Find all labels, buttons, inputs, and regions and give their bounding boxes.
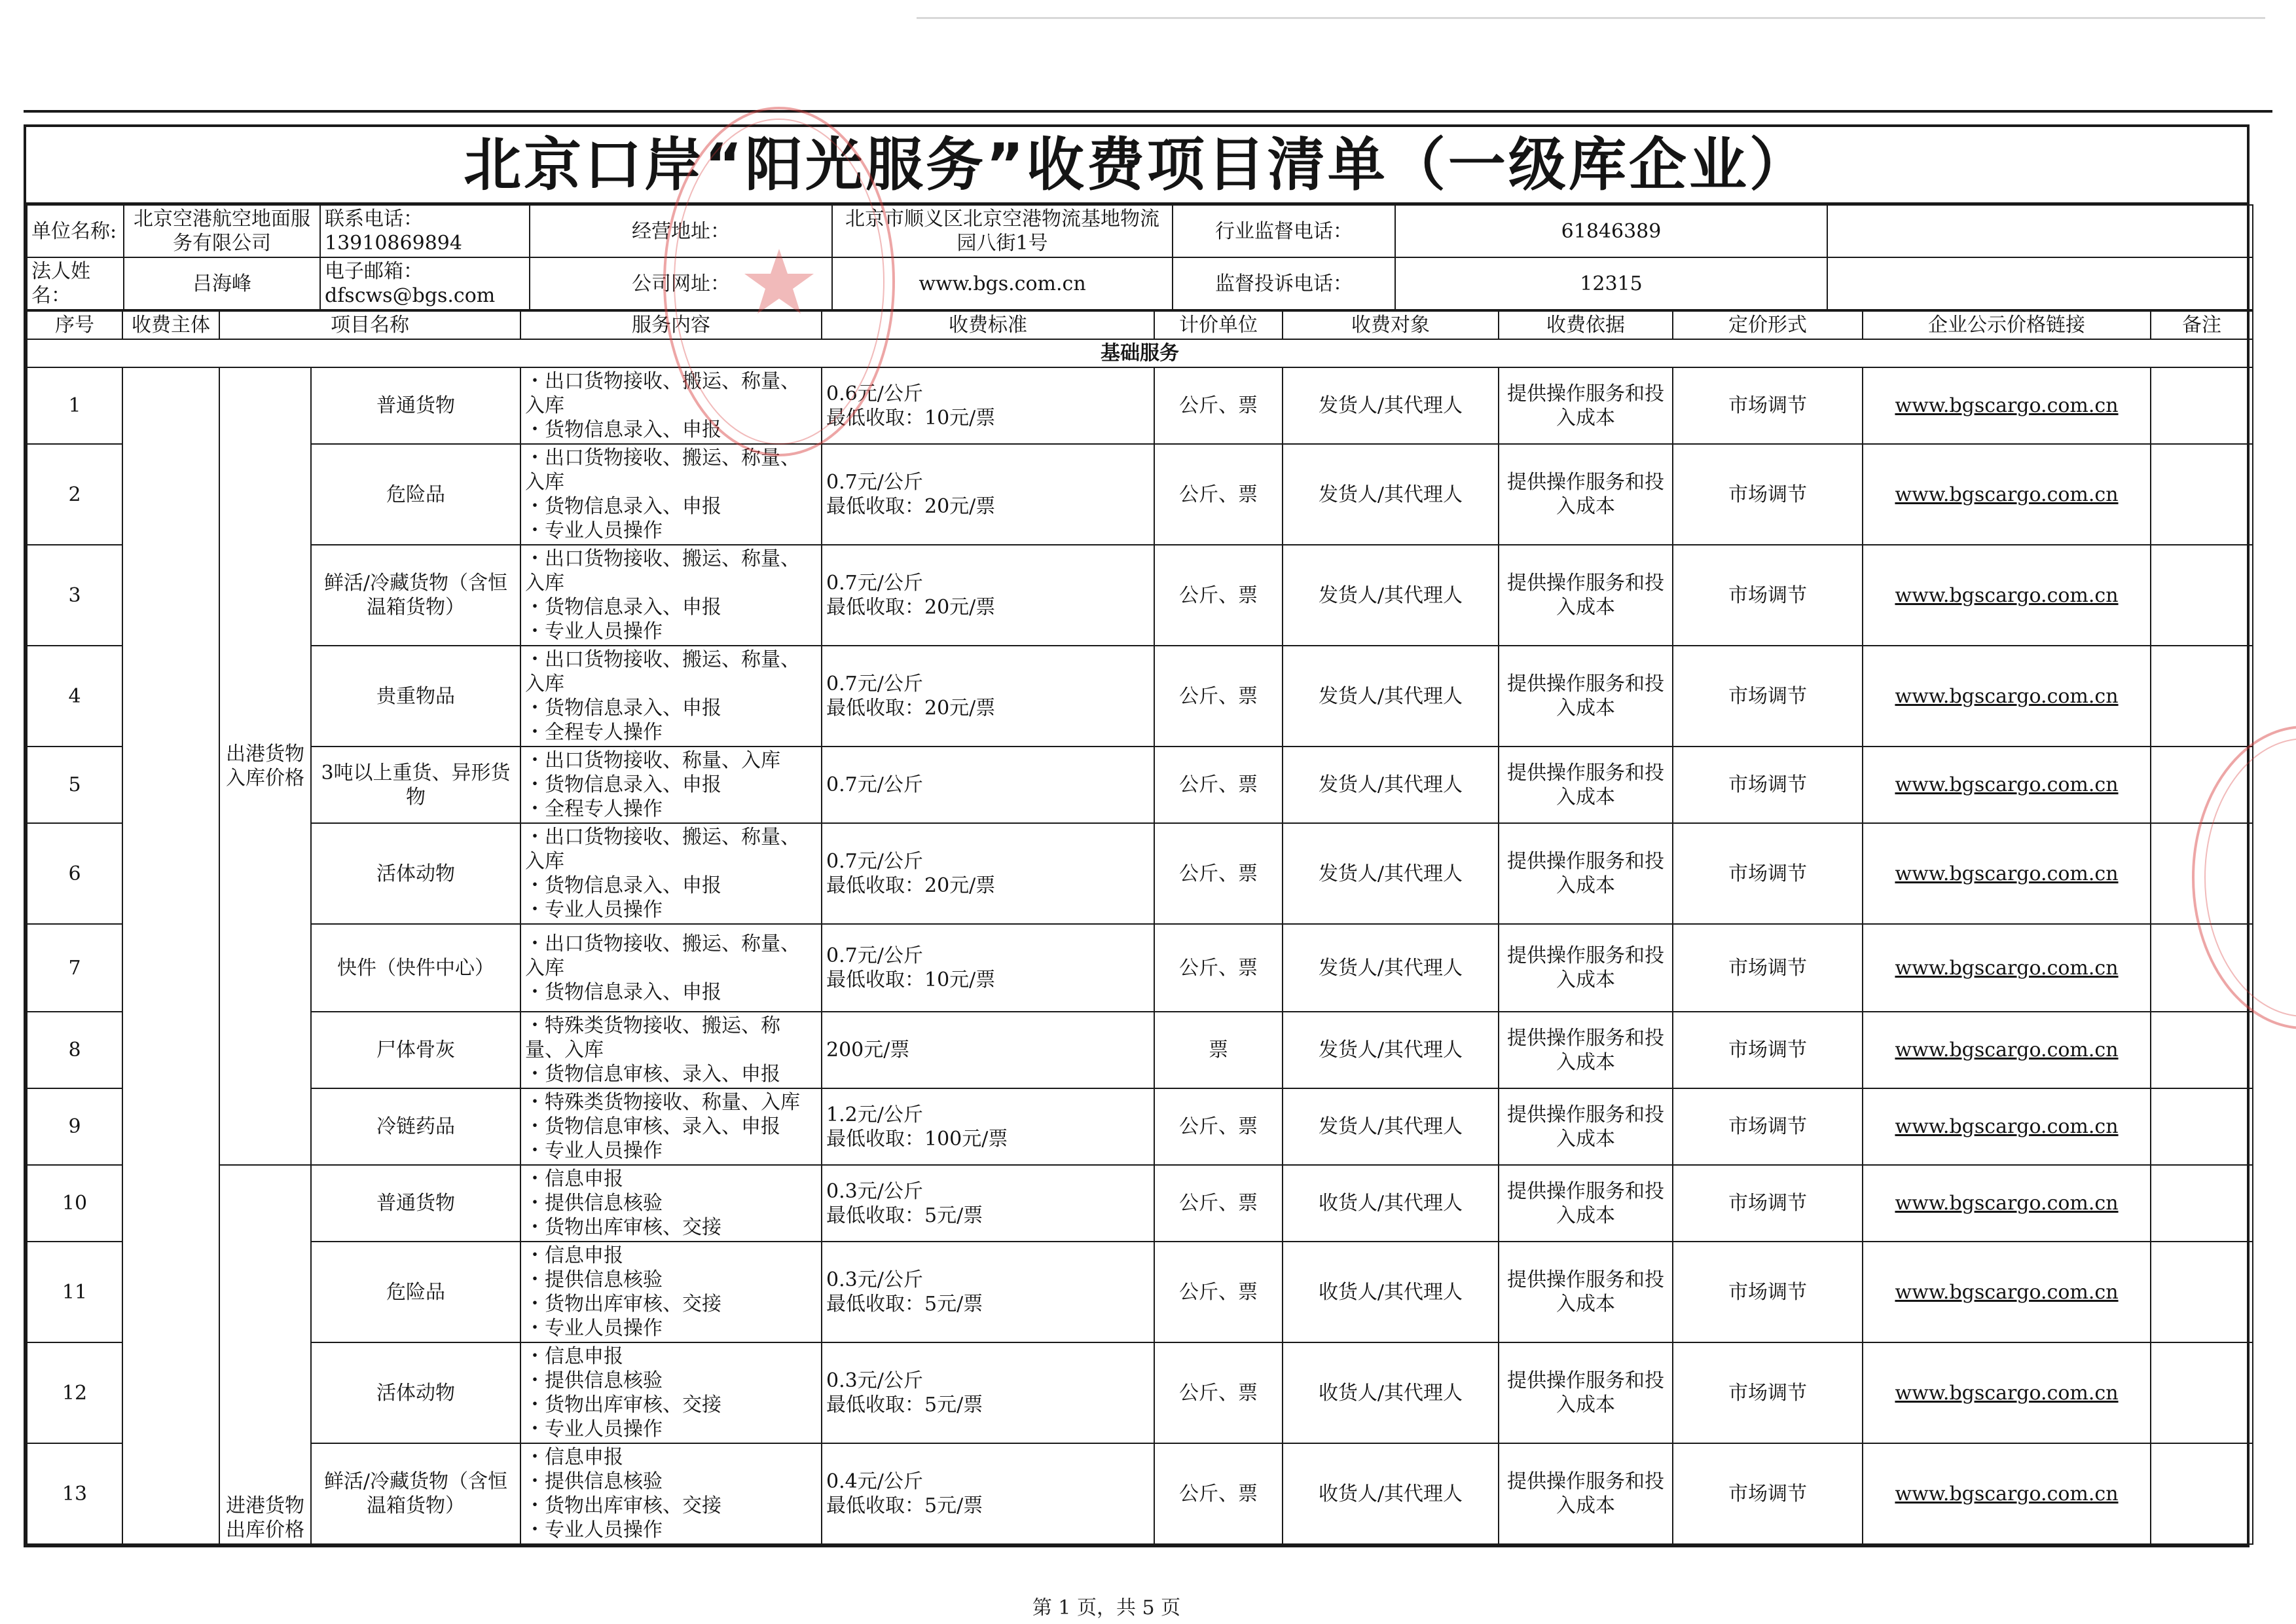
page-footer: 第 1 页，共 5 页 bbox=[1032, 1596, 1181, 1619]
info-blank-cell bbox=[1827, 205, 2253, 257]
row-price-link-cell bbox=[1863, 545, 2151, 646]
row-service-content bbox=[520, 1165, 822, 1242]
row-item-name: 活体动物 bbox=[311, 823, 520, 924]
row-remark bbox=[2151, 1165, 2253, 1242]
row-item-name: 贵重物品 bbox=[311, 646, 520, 747]
row-seq: 13 bbox=[27, 1443, 122, 1544]
row-fee-standard bbox=[822, 823, 1154, 924]
fee-line: 最低收取：20元/票 bbox=[826, 874, 996, 897]
supervise-phone-value: 61846389 bbox=[1395, 205, 1827, 257]
service-line: ・专业人员操作 bbox=[525, 519, 663, 542]
row-remark bbox=[2151, 1443, 2253, 1544]
row-service-content bbox=[520, 1443, 822, 1544]
service-line: ・出口货物接收、搬运、称量、入库 bbox=[525, 370, 800, 417]
col-remark: 备注 bbox=[2151, 311, 2253, 339]
table-row bbox=[27, 367, 2253, 444]
col-seq: 序号 bbox=[27, 311, 122, 339]
service-line: ・货物信息审核、录入、申报 bbox=[525, 1115, 780, 1138]
table-row bbox=[27, 646, 2253, 747]
col-basis: 收费依据 bbox=[1499, 311, 1673, 339]
service-line: ・提供信息核验 bbox=[525, 1470, 663, 1493]
service-line: ・全程专人操作 bbox=[525, 721, 663, 744]
row-seq: 2 bbox=[27, 444, 122, 545]
service-line: ・专业人员操作 bbox=[525, 898, 663, 921]
row-fee-basis: 提供操作服务和投入成本 bbox=[1499, 747, 1673, 823]
col-content: 服务内容 bbox=[520, 311, 822, 339]
table-row bbox=[27, 1342, 2253, 1443]
price-link[interactable]: www.bgscargo.com.cn bbox=[1895, 1192, 2119, 1215]
section-basic-services: 基础服务 bbox=[27, 339, 2253, 367]
row-price-link-cell bbox=[1863, 1088, 2151, 1165]
group-outbound: 出港货物入库价格 bbox=[219, 367, 311, 1165]
fee-line: 最低收取：5元/票 bbox=[826, 1293, 983, 1316]
service-line: ・出口货物接收、搬运、称量、入库 bbox=[525, 826, 800, 873]
fee-line: 0.4元/公斤 bbox=[826, 1470, 923, 1493]
row-fee-basis: 提供操作服务和投入成本 bbox=[1499, 646, 1673, 747]
row-fee-object: 发货人/其代理人 bbox=[1283, 1088, 1499, 1165]
service-line: ・专业人员操作 bbox=[525, 1139, 663, 1162]
row-fee-standard bbox=[822, 1165, 1154, 1242]
group-inbound: 进港货物出库价格 bbox=[219, 1165, 311, 1544]
fee-line: 0.6元/公斤 bbox=[826, 382, 923, 405]
email-field bbox=[320, 257, 530, 310]
row-remark bbox=[2151, 823, 2253, 924]
row-pricing-form: 市场调节 bbox=[1673, 823, 1863, 924]
row-pricing-form: 市场调节 bbox=[1673, 1165, 1863, 1242]
row-price-link-cell bbox=[1863, 1012, 2151, 1088]
row-remark bbox=[2151, 646, 2253, 747]
row-fee-basis: 提供操作服务和投入成本 bbox=[1499, 545, 1673, 646]
row-price-link-cell bbox=[1863, 646, 2151, 747]
row-pricing-form: 市场调节 bbox=[1673, 646, 1863, 747]
fee-line: 0.7元/公斤 bbox=[826, 673, 923, 695]
fee-line: 0.7元/公斤 bbox=[826, 850, 923, 873]
row-fee-basis: 提供操作服务和投入成本 bbox=[1499, 924, 1673, 1012]
phone-value: 13910869894 bbox=[325, 232, 462, 255]
row-seq: 3 bbox=[27, 545, 122, 646]
service-line: ・货物信息录入、申报 bbox=[525, 697, 721, 720]
row-service-content bbox=[520, 1242, 822, 1342]
row-fee-basis: 提供操作服务和投入成本 bbox=[1499, 1443, 1673, 1544]
row-pricing-form: 市场调节 bbox=[1673, 1443, 1863, 1544]
column-header-row bbox=[27, 311, 2253, 339]
col-subject: 收费主体 bbox=[122, 311, 219, 339]
fee-line: 最低收取：5元/票 bbox=[826, 1204, 983, 1227]
row-pricing-form: 市场调节 bbox=[1673, 924, 1863, 1012]
row-price-unit: 公斤、票 bbox=[1154, 747, 1283, 823]
row-price-unit: 公斤、票 bbox=[1154, 367, 1283, 444]
row-pricing-form: 市场调节 bbox=[1673, 367, 1863, 444]
row-price-unit: 公斤、票 bbox=[1154, 1165, 1283, 1242]
service-line: ・出口货物接收、搬运、称量、入库 bbox=[525, 547, 800, 595]
website-label: 公司网址： bbox=[530, 257, 832, 310]
phone-field bbox=[320, 205, 530, 257]
row-remark bbox=[2151, 1088, 2253, 1165]
row-pricing-form: 市场调节 bbox=[1673, 1242, 1863, 1342]
price-link[interactable]: www.bgscargo.com.cn bbox=[1895, 956, 2119, 980]
fee-line: 最低收取：10元/票 bbox=[826, 969, 996, 991]
table-row bbox=[27, 1242, 2253, 1342]
row-service-content bbox=[520, 646, 822, 747]
row-price-link-cell bbox=[1863, 924, 2151, 1012]
fee-line: 200元/票 bbox=[826, 1039, 910, 1061]
fee-line: 最低收取：20元/票 bbox=[826, 596, 996, 619]
row-price-link-cell bbox=[1863, 747, 2151, 823]
row-fee-basis: 提供操作服务和投入成本 bbox=[1499, 823, 1673, 924]
legal-name-value: 吕海峰 bbox=[124, 257, 320, 310]
row-fee-object: 发货人/其代理人 bbox=[1283, 1012, 1499, 1088]
fee-line: 最低收取：100元/票 bbox=[826, 1127, 1008, 1151]
legal-name-label: 法人姓名： bbox=[27, 257, 124, 310]
row-fee-standard bbox=[822, 747, 1154, 823]
fee-line: 1.2元/公斤 bbox=[826, 1103, 923, 1126]
row-fee-object: 收货人/其代理人 bbox=[1283, 1165, 1499, 1242]
row-price-link-cell bbox=[1863, 1242, 2151, 1342]
row-price-unit: 公斤、票 bbox=[1154, 1242, 1283, 1342]
row-fee-object: 发货人/其代理人 bbox=[1283, 924, 1499, 1012]
service-line: ・提供信息核验 bbox=[525, 1192, 663, 1215]
service-line: ・货物出库审核、交接 bbox=[525, 1216, 721, 1239]
row-fee-basis: 提供操作服务和投入成本 bbox=[1499, 1088, 1673, 1165]
fee-line: 0.7元/公斤 bbox=[826, 773, 923, 796]
service-line: ・特殊类货物接收、搬运、称量、入库 bbox=[525, 1014, 780, 1061]
row-fee-basis: 提供操作服务和投入成本 bbox=[1499, 1342, 1673, 1443]
row-item-name: 鲜活/冷藏货物（含恒温箱货物） bbox=[311, 1443, 520, 1544]
row-seq: 1 bbox=[27, 367, 122, 444]
service-line: ・货物信息录入、申报 bbox=[525, 980, 721, 1004]
fee-line: 最低收取：5元/票 bbox=[826, 1393, 983, 1416]
service-line: ・提供信息核验 bbox=[525, 1268, 663, 1291]
row-fee-basis: 提供操作服务和投入成本 bbox=[1499, 1165, 1673, 1242]
row-fee-basis: 提供操作服务和投入成本 bbox=[1499, 1242, 1673, 1342]
info-blank-cell bbox=[1827, 257, 2253, 310]
row-fee-standard bbox=[822, 1012, 1154, 1088]
service-line: ・信息申报 bbox=[525, 1244, 623, 1267]
fee-line: 最低收取：10元/票 bbox=[826, 406, 996, 430]
fee-table bbox=[26, 310, 2253, 1545]
service-line: ・特殊类货物接收、称量、入库 bbox=[525, 1091, 800, 1114]
row-service-content bbox=[520, 444, 822, 545]
row-pricing-form: 市场调节 bbox=[1673, 1012, 1863, 1088]
table-row bbox=[27, 1443, 2253, 1544]
row-fee-standard bbox=[822, 444, 1154, 545]
row-price-unit: 公斤、票 bbox=[1154, 1342, 1283, 1443]
row-fee-object: 收货人/其代理人 bbox=[1283, 1342, 1499, 1443]
row-fee-standard bbox=[822, 646, 1154, 747]
fee-line: 最低收取：5元/票 bbox=[826, 1494, 983, 1517]
row-service-content bbox=[520, 924, 822, 1012]
row-service-content bbox=[520, 545, 822, 646]
service-line: ・货物出库审核、交接 bbox=[525, 1393, 721, 1416]
row-price-link-cell bbox=[1863, 1165, 2151, 1242]
row-fee-object: 发货人/其代理人 bbox=[1283, 823, 1499, 924]
service-line: ・出口货物接收、搬运、称量、入库 bbox=[525, 447, 800, 494]
table-row bbox=[27, 1165, 2253, 1242]
price-link[interactable]: www.bgscargo.com.cn bbox=[1895, 773, 2119, 796]
service-line: ・货物出库审核、交接 bbox=[525, 1494, 721, 1517]
info-table bbox=[26, 204, 2253, 310]
table-row bbox=[27, 924, 2253, 1012]
row-seq: 10 bbox=[27, 1165, 122, 1242]
service-line: ・信息申报 bbox=[525, 1446, 623, 1469]
service-line: ・货物信息录入、申报 bbox=[525, 418, 721, 441]
row-fee-object: 发货人/其代理人 bbox=[1283, 367, 1499, 444]
fee-line: 0.3元/公斤 bbox=[826, 1369, 923, 1392]
row-pricing-form: 市场调节 bbox=[1673, 545, 1863, 646]
price-link[interactable]: www.bgscargo.com.cn bbox=[1895, 394, 2119, 417]
row-price-link-cell bbox=[1863, 1443, 2151, 1544]
row-seq: 9 bbox=[27, 1088, 122, 1165]
row-price-unit: 公斤、票 bbox=[1154, 444, 1283, 545]
table-row bbox=[27, 545, 2253, 646]
service-line: ・专业人员操作 bbox=[525, 1519, 663, 1541]
row-fee-object: 发货人/其代理人 bbox=[1283, 444, 1499, 545]
service-line: ・货物信息审核、录入、申报 bbox=[525, 1063, 780, 1086]
row-service-content bbox=[520, 1012, 822, 1088]
fee-line: 0.3元/公斤 bbox=[826, 1179, 923, 1203]
fee-list-sheet bbox=[24, 124, 2250, 1547]
row-price-link-cell bbox=[1863, 823, 2151, 924]
complaint-phone-label: 监督投诉电话： bbox=[1173, 257, 1395, 310]
fee-line: 最低收取：20元/票 bbox=[826, 495, 996, 518]
row-item-name: 鲜活/冷藏货物（含恒温箱货物） bbox=[311, 545, 520, 646]
row-fee-basis: 提供操作服务和投入成本 bbox=[1499, 1012, 1673, 1088]
row-price-unit: 公斤、票 bbox=[1154, 1443, 1283, 1544]
row-price-link-cell bbox=[1863, 367, 2151, 444]
price-link[interactable]: www.bgscargo.com.cn bbox=[1895, 483, 2119, 506]
fee-line: 0.7元/公斤 bbox=[826, 944, 923, 967]
fee-line: 0.7元/公斤 bbox=[826, 572, 923, 595]
row-remark bbox=[2151, 545, 2253, 646]
row-remark bbox=[2151, 747, 2253, 823]
service-line: ・货物信息录入、申报 bbox=[525, 596, 721, 619]
col-pricing: 定价形式 bbox=[1673, 311, 1863, 339]
row-fee-standard bbox=[822, 1342, 1154, 1443]
price-link[interactable]: www.bgscargo.com.cn bbox=[1895, 1039, 2119, 1061]
row-service-content bbox=[520, 823, 822, 924]
col-standard: 收费标准 bbox=[822, 311, 1154, 339]
row-fee-standard bbox=[822, 924, 1154, 1012]
row-price-link-cell bbox=[1863, 444, 2151, 545]
scan-edge-line bbox=[917, 17, 2265, 19]
row-item-name: 3吨以上重货、异形货物 bbox=[311, 747, 520, 823]
service-line: ・专业人员操作 bbox=[525, 620, 663, 643]
row-subject bbox=[122, 367, 219, 1544]
fee-line: 0.3元/公斤 bbox=[826, 1268, 923, 1291]
row-seq: 4 bbox=[27, 646, 122, 747]
email-value: dfscws@bgs.com bbox=[325, 284, 496, 307]
service-line: ・出口货物接收、搬运、称量、入库 bbox=[525, 648, 800, 695]
row-seq: 11 bbox=[27, 1242, 122, 1342]
row-item-name: 危险品 bbox=[311, 1242, 520, 1342]
service-line: ・专业人员操作 bbox=[525, 1317, 663, 1340]
row-remark bbox=[2151, 924, 2253, 1012]
service-line: ・专业人员操作 bbox=[525, 1418, 663, 1441]
row-price-unit: 公斤、票 bbox=[1154, 924, 1283, 1012]
table-row bbox=[27, 1012, 2253, 1088]
service-line: ・提供信息核验 bbox=[525, 1369, 663, 1392]
row-service-content bbox=[520, 1342, 822, 1443]
service-line: ・出口货物接收、搬运、称量、入库 bbox=[525, 932, 800, 980]
page-title: 北京口岸“阳光服务”收费项目清单（一级库企业） bbox=[26, 127, 2247, 204]
row-fee-object: 发货人/其代理人 bbox=[1283, 545, 1499, 646]
col-object: 收费对象 bbox=[1283, 311, 1499, 339]
row-fee-standard bbox=[822, 367, 1154, 444]
complaint-phone-value: 12315 bbox=[1395, 257, 1827, 310]
row-service-content bbox=[520, 1088, 822, 1165]
price-link[interactable]: www.bgscargo.com.cn bbox=[1895, 583, 2119, 607]
row-fee-object: 发货人/其代理人 bbox=[1283, 747, 1499, 823]
service-line: ・货物信息录入、申报 bbox=[525, 495, 721, 518]
row-pricing-form: 市场调节 bbox=[1673, 1088, 1863, 1165]
table-row bbox=[27, 747, 2253, 823]
row-price-unit: 票 bbox=[1154, 1012, 1283, 1088]
row-seq: 12 bbox=[27, 1342, 122, 1443]
row-remark bbox=[2151, 1012, 2253, 1088]
service-line: ・出口货物接收、称量、入库 bbox=[525, 749, 780, 772]
service-line: ・信息申报 bbox=[525, 1345, 623, 1368]
row-item-name: 快件（快件中心） bbox=[311, 924, 520, 1012]
row-fee-standard bbox=[822, 1443, 1154, 1544]
row-item-name: 冷链药品 bbox=[311, 1088, 520, 1165]
row-fee-standard bbox=[822, 1242, 1154, 1342]
row-seq: 5 bbox=[27, 747, 122, 823]
col-unit: 计价单位 bbox=[1154, 311, 1283, 339]
supervise-phone-label: 行业监督电话： bbox=[1173, 205, 1395, 257]
unit-name-value: 北京空港航空地面服务有限公司 bbox=[124, 205, 320, 257]
row-remark bbox=[2151, 1342, 2253, 1443]
row-service-content bbox=[520, 367, 822, 444]
row-price-unit: 公斤、票 bbox=[1154, 823, 1283, 924]
row-service-content bbox=[520, 747, 822, 823]
row-remark bbox=[2151, 444, 2253, 545]
row-item-name: 普通货物 bbox=[311, 367, 520, 444]
service-line: ・信息申报 bbox=[525, 1168, 623, 1190]
row-pricing-form: 市场调节 bbox=[1673, 444, 1863, 545]
service-line: ・全程专人操作 bbox=[525, 798, 663, 821]
fee-line: 0.7元/公斤 bbox=[826, 471, 923, 494]
row-price-unit: 公斤、票 bbox=[1154, 646, 1283, 747]
row-item-name: 危险品 bbox=[311, 444, 520, 545]
fee-line: 最低收取：20元/票 bbox=[826, 697, 996, 720]
row-fee-standard bbox=[822, 1088, 1154, 1165]
row-fee-standard bbox=[822, 545, 1154, 646]
phone-label: 联系电话： bbox=[325, 208, 423, 231]
website-value: www.bgs.com.cn bbox=[832, 257, 1173, 310]
row-seq: 7 bbox=[27, 924, 122, 1012]
price-link[interactable]: www.bgscargo.com.cn bbox=[1895, 862, 2119, 885]
row-price-link-cell bbox=[1863, 1342, 2151, 1443]
unit-name-label: 单位名称: bbox=[27, 205, 124, 257]
price-link[interactable]: www.bgscargo.com.cn bbox=[1895, 684, 2119, 708]
row-fee-basis: 提供操作服务和投入成本 bbox=[1499, 444, 1673, 545]
col-link: 企业公示价格链接 bbox=[1863, 311, 2151, 339]
fee-rows bbox=[27, 367, 2253, 1544]
row-item-name: 活体动物 bbox=[311, 1342, 520, 1443]
row-seq: 8 bbox=[27, 1012, 122, 1088]
price-link[interactable]: www.bgscargo.com.cn bbox=[1895, 1482, 2119, 1505]
header-rule bbox=[24, 110, 2272, 113]
row-price-unit: 公斤、票 bbox=[1154, 545, 1283, 646]
price-link[interactable]: www.bgscargo.com.cn bbox=[1895, 1115, 2119, 1138]
row-price-unit: 公斤、票 bbox=[1154, 1088, 1283, 1165]
table-row bbox=[27, 444, 2253, 545]
row-fee-basis: 提供操作服务和投入成本 bbox=[1499, 367, 1673, 444]
service-line: ・货物出库审核、交接 bbox=[525, 1293, 721, 1316]
address-label: 经营地址： bbox=[530, 205, 832, 257]
row-remark bbox=[2151, 367, 2253, 444]
row-fee-object: 发货人/其代理人 bbox=[1283, 646, 1499, 747]
row-item-name: 尸体骨灰 bbox=[311, 1012, 520, 1088]
row-seq: 6 bbox=[27, 823, 122, 924]
row-fee-object: 收货人/其代理人 bbox=[1283, 1242, 1499, 1342]
service-line: ・货物信息录入、申报 bbox=[525, 874, 721, 897]
row-pricing-form: 市场调节 bbox=[1673, 1342, 1863, 1443]
row-remark bbox=[2151, 1242, 2253, 1342]
price-link[interactable]: www.bgscargo.com.cn bbox=[1895, 1381, 2119, 1405]
address-value: 北京市顺义区北京空港物流基地物流园八街1号 bbox=[832, 205, 1173, 257]
price-link[interactable]: www.bgscargo.com.cn bbox=[1895, 1280, 2119, 1304]
row-fee-object: 收货人/其代理人 bbox=[1283, 1443, 1499, 1544]
section-row bbox=[27, 339, 2253, 367]
row-pricing-form: 市场调节 bbox=[1673, 747, 1863, 823]
service-line: ・货物信息录入、申报 bbox=[525, 773, 721, 796]
table-row bbox=[27, 1088, 2253, 1165]
table-row bbox=[27, 823, 2253, 924]
col-item: 项目名称 bbox=[219, 311, 520, 339]
row-item-name: 普通货物 bbox=[311, 1165, 520, 1242]
email-label: 电子邮箱： bbox=[325, 260, 423, 283]
